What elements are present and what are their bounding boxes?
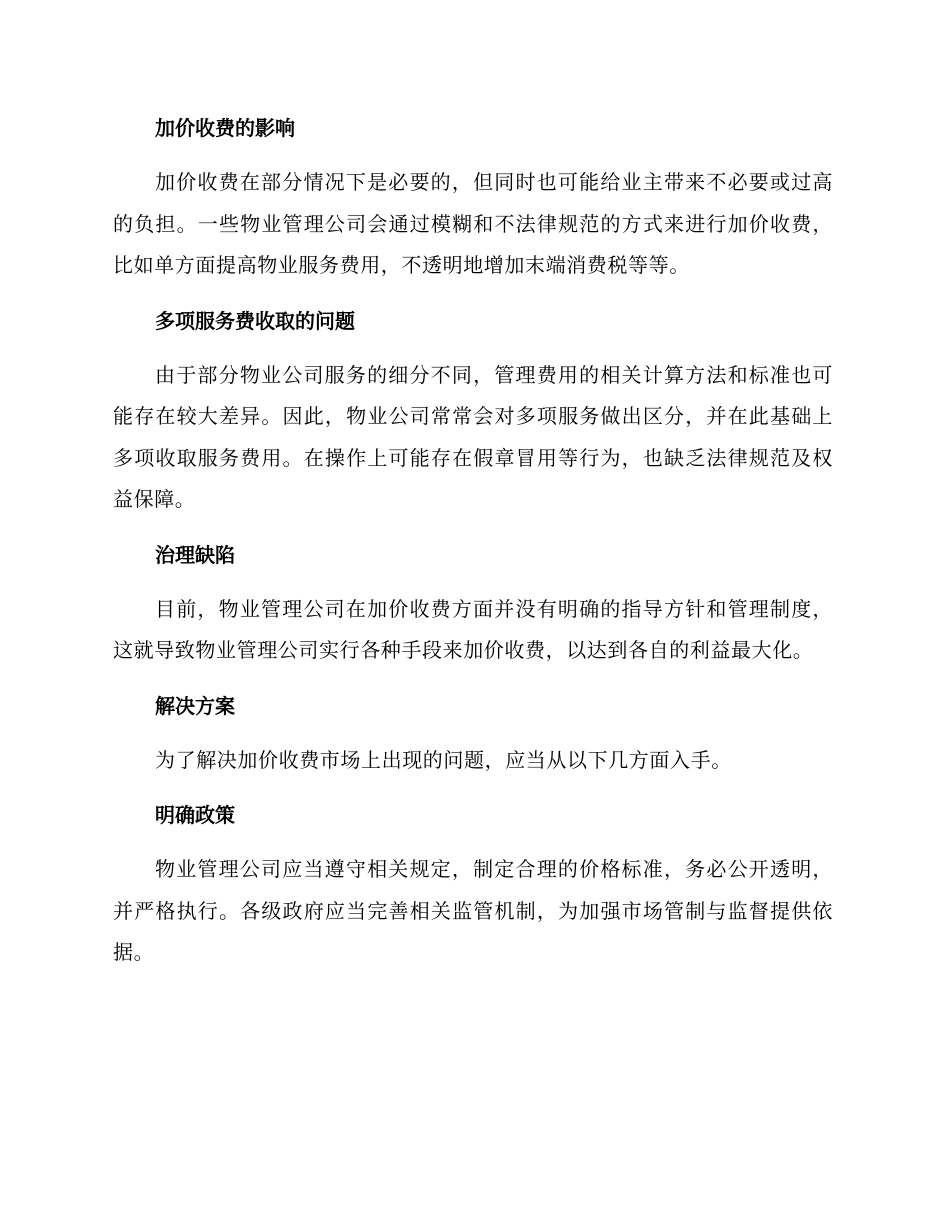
- section-heading-governance-defects: 治理缺陷: [155, 542, 235, 567]
- section-paragraph-governance-defects: 目前，物业管理公司在加价收费方面并没有明确的指导方针和管理制度，这就导致物业管理公司实行各种手段来加价收费，以达到各自的利益最大化。: [113, 596, 833, 662]
- section-paragraph-price-increase-impact: 加价收费在部分情况下是必要的，但同时也可能给业主带来不必要或过高的负担。一些物业管理公司会通过模糊和不法律规范的方式来进行加价收费，比如单方面提高物业服务费用，不透明地增加末端消费税等等。: [113, 170, 833, 277]
- section-paragraph-clear-policy: 物业管理公司应当遵守相关规定，制定合理的价格标准，务必公开透明，并严格执行。各级政府应当完善相关监管机制，为加强市场管制与监督提供依据。: [113, 857, 833, 964]
- section-heading-multiple-service-fees: 多项服务费收取的问题: [155, 308, 355, 333]
- section-heading-price-increase-impact: 加价收费的影响: [155, 116, 295, 140]
- document-body: [113, 108, 833, 974]
- section-heading-solutions: 解决方案: [155, 693, 235, 718]
- section-paragraph-solutions: 为了解决加价收费市场上出现的问题，应当从以下几方面入手。: [155, 747, 732, 772]
- section-heading-clear-policy: 明确政策: [155, 803, 235, 827]
- section-paragraph-multiple-service-fees: 由于部分物业公司服务的细分不同，管理费用的相关计算方法和标准也可能存在较大差异。因此，物业公司常常会对多项服务做出区分，并在此基础上多项收取服务费用。在操作上可能存在假章冒用等行为，也缺乏法律规范及权益保障。: [113, 362, 833, 511]
